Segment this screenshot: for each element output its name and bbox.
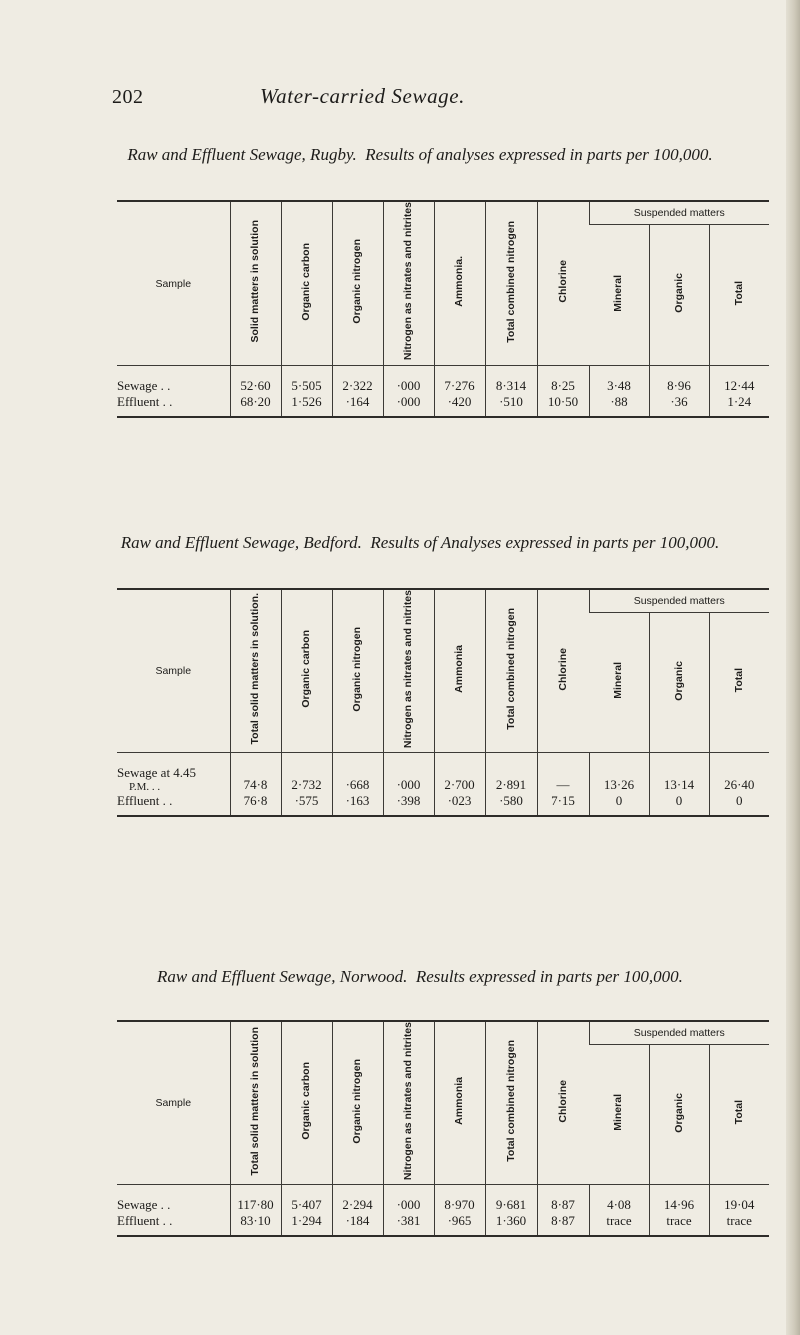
cell: trace (709, 1213, 769, 1236)
cell: ·580 (485, 793, 537, 816)
cell: 0 (709, 793, 769, 816)
row-label-line2: P.M. . . (129, 781, 161, 794)
cell: ·510 (485, 394, 537, 417)
col-chlorine-header: Chlorine (537, 1021, 589, 1185)
caption-rugby-title: Raw and Effluent Sewage, Rugby. (127, 145, 357, 164)
table-norwood (117, 1020, 769, 1237)
cell: 2·700 (434, 753, 485, 794)
cell: 117·80 (230, 1185, 281, 1214)
col-nitrates-header: Nitrogen as nitrates and nitrites (383, 589, 434, 753)
table-row (117, 753, 769, 794)
cell: 5·505 (281, 366, 332, 395)
caption-bedford-subtitle: Results of Analyses expressed in parts per 100,000. (370, 533, 720, 552)
cell: ·000 (383, 394, 434, 417)
cell: 9·681 (485, 1185, 537, 1214)
table-rugby (117, 200, 769, 418)
col-solids-header: Solid matters in solution (230, 201, 281, 366)
cell: ·184 (332, 1213, 383, 1236)
row-label: Sewage . . (117, 378, 171, 393)
cell: 1·24 (709, 394, 769, 417)
page-number: 202 (112, 86, 144, 108)
col-total-nitrogen-header: Total combined nitrogen (485, 1021, 537, 1185)
cell: — (537, 753, 589, 794)
cell: trace (589, 1213, 649, 1236)
cell: 7·276 (434, 366, 485, 395)
cell: 8·314 (485, 366, 537, 395)
row-label (117, 753, 230, 794)
col-chlorine-header: Chlorine (537, 201, 589, 366)
col-organic-nitrogen-header: Organic nitrogen (332, 589, 383, 753)
page-edge (786, 0, 800, 1335)
cell: 26·40 (709, 753, 769, 794)
col-total-header: Total (709, 1045, 769, 1185)
col-mineral-header: Mineral (612, 662, 625, 700)
col-suspended-header: Suspended matters (589, 201, 769, 225)
running-title: Water-carried Sewage. (260, 84, 466, 108)
cell: ·381 (383, 1213, 434, 1236)
col-nitrates-header: Nitrogen as nitrates and nitrites (383, 201, 434, 366)
col-solids-header: Total solid matters in solution (230, 1021, 281, 1185)
cell: 1·294 (281, 1213, 332, 1236)
cell: 83·10 (230, 1213, 281, 1236)
cell: 2·294 (332, 1185, 383, 1214)
cell: ·420 (434, 394, 485, 417)
table-row (117, 1213, 769, 1236)
cell: 2·891 (485, 753, 537, 794)
cell: 12·44 (709, 366, 769, 395)
cell: 7·15 (537, 793, 589, 816)
table-row (117, 366, 769, 395)
caption-rugby-subtitle: Results of analyses expressed in parts per 100,000. (365, 145, 713, 164)
col-organic-header: Organic (649, 225, 709, 366)
cell: 3·48 (589, 366, 649, 395)
col-total-header: Total (709, 613, 769, 753)
cell: ·163 (332, 793, 383, 816)
cell: 52·60 (230, 366, 281, 395)
col-nitrates-header: Nitrogen as nitrates and nitrites (383, 1021, 434, 1185)
cell: ·000 (383, 366, 434, 395)
col-carbon-header: Organic carbon (281, 201, 332, 366)
cell: 76·8 (230, 793, 281, 816)
col-ammonia-header: Ammonia (434, 1021, 485, 1185)
cell: 14·96 (649, 1185, 709, 1214)
row-label: Sewage . . (117, 1197, 171, 1213)
cell: ·88 (589, 394, 649, 417)
caption-norwood-subtitle: Results expressed in parts per 100,000. (415, 967, 683, 986)
col-sample-header: Sample (117, 589, 230, 753)
cell: 8·87 (537, 1185, 589, 1214)
cell: 13·26 (589, 753, 649, 794)
cell: 0 (589, 793, 649, 816)
col-organic-header: Organic (649, 1045, 709, 1185)
cell: ·36 (649, 394, 709, 417)
caption-norwood-title: Raw and Effluent Sewage, Norwood. (157, 967, 408, 986)
row-label-line1: Sewage at 4.45 (117, 765, 197, 781)
col-suspended-header: Suspended matters (589, 1021, 769, 1045)
col-sample-header: Sample (117, 201, 230, 366)
cell: 1·526 (281, 394, 332, 417)
cell: ·000 (383, 753, 434, 794)
cell: 4·08 (589, 1185, 649, 1214)
cell: 8·970 (434, 1185, 485, 1214)
col-mineral-header: Mineral (612, 274, 625, 312)
cell: ·965 (434, 1213, 485, 1236)
cell: 2·322 (332, 366, 383, 395)
col-total-nitrogen-header: Total combined nitrogen (485, 201, 537, 366)
cell: ·023 (434, 793, 485, 816)
col-mineral-header: Mineral (612, 1094, 625, 1132)
cell: 5·407 (281, 1185, 332, 1214)
caption-bedford (100, 532, 740, 554)
cell: 8·96 (649, 366, 709, 395)
row-label: Effluent . . (117, 1213, 230, 1236)
cell: ·575 (281, 793, 332, 816)
cell: 8·87 (537, 1213, 589, 1236)
cell: 74·8 (230, 753, 281, 794)
col-total-header: Total (709, 225, 769, 366)
table-row (117, 394, 769, 417)
col-total-nitrogen-header: Total combined nitrogen (485, 589, 537, 753)
col-ammonia-header: Ammonia. (434, 201, 485, 366)
cell: 8·25 (537, 366, 589, 395)
table-row (117, 793, 769, 816)
row-label: Effluent . . (117, 394, 230, 417)
col-carbon-header: Organic carbon (281, 1021, 332, 1185)
cell: 2·732 (281, 753, 332, 794)
col-organic-nitrogen-header: Organic nitrogen (332, 201, 383, 366)
cell: 10·50 (537, 394, 589, 417)
caption-rugby (100, 144, 740, 166)
col-carbon-header: Organic carbon (281, 589, 332, 753)
cell: 19·04 (709, 1185, 769, 1214)
col-chlorine-header: Chlorine (537, 589, 589, 753)
col-organic-header: Organic (649, 613, 709, 753)
cell: trace (649, 1213, 709, 1236)
col-suspended-header: Suspended matters (589, 589, 769, 613)
col-sample-header: Sample (117, 1021, 230, 1185)
caption-bedford-title: Raw and Effluent Sewage, Bedford. (120, 533, 362, 552)
cell: 13·14 (649, 753, 709, 794)
table-row (117, 1185, 769, 1214)
col-organic-nitrogen-header: Organic nitrogen (332, 1021, 383, 1185)
caption-norwood (100, 966, 740, 988)
cell: 1·360 (485, 1213, 537, 1236)
cell: ·668 (332, 753, 383, 794)
col-solids-header: Total solid matters in solution. (230, 589, 281, 753)
cell: ·000 (383, 1185, 434, 1214)
cell: 68·20 (230, 394, 281, 417)
col-ammonia-header: Ammonia (434, 589, 485, 753)
cell: ·398 (383, 793, 434, 816)
table-bedford (117, 588, 769, 817)
page-header (112, 86, 712, 116)
cell: ·164 (332, 394, 383, 417)
row-label: Effluent . . (117, 793, 230, 816)
cell: 0 (649, 793, 709, 816)
